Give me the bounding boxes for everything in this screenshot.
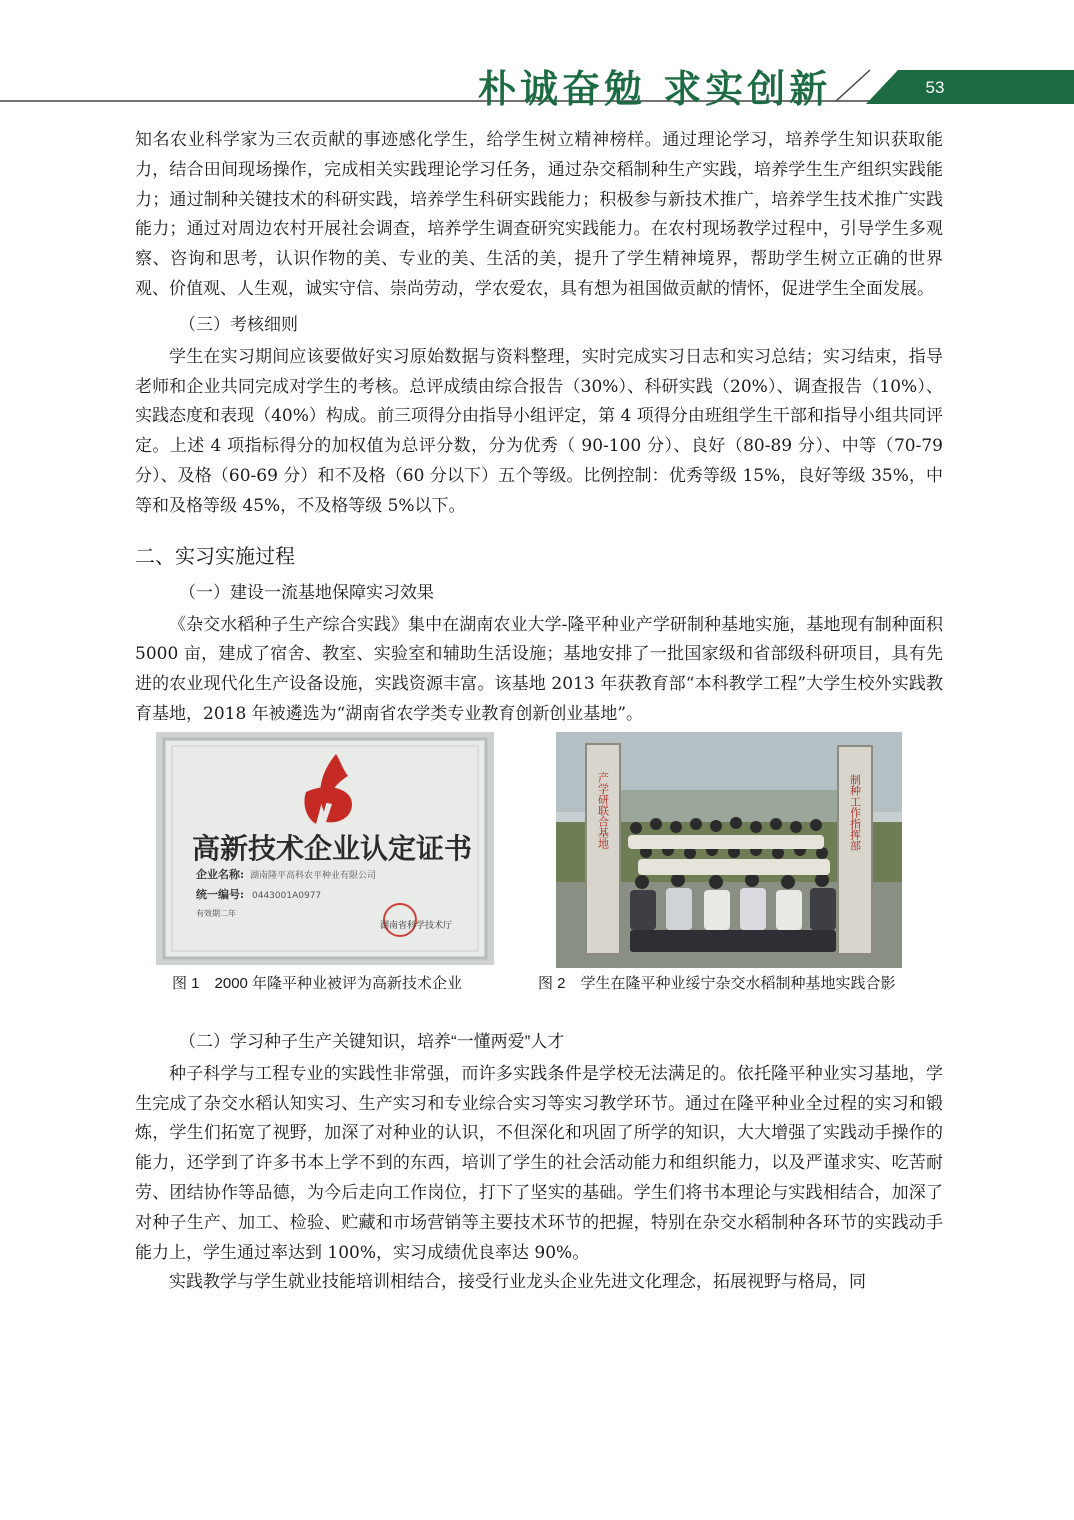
- heading-key-knowledge: （二）学习种子生产关键知识，培养“一懂两爱”人才: [179, 1031, 565, 1051]
- section-heading: 二、实习实施过程: [135, 545, 295, 568]
- paragraph-2: 学生在实习期间应该要做好实习原始数据与资料整理，实时完成实习日志和实习总结；实习结束，指导老师和企业共同完成对学生的考核。总评成绩由综合报告（30%）、科研实践（20%）、调查报告（10%）、实践态度和表现（40%）构成。前三项得分由指导小组评定，第 4 项得分由班组学生干部和指导小组共同评定。上述 4 项指标得分的加权值为总评分数，分为优秀（ 90-100 分）、良好（80-89 分）、中等（70-79 分）、及格（60-69 分）和不及格（60 分以下）五个等级。比例控制：优秀等级 15%，良好等级 35%，中等和及格等级 45%，不及格等级 5%以下。: [135, 346, 943, 516]
- figure-2-group-photo: [556, 732, 902, 968]
- figure-1-certificate-photo: [156, 732, 494, 965]
- heading-assessment-rules: （三）考核细则: [179, 314, 298, 334]
- svg-text:企业名称:: 企业名称:: [196, 867, 245, 881]
- paragraph-5: 实践教学与学生就业技能培训相结合，接受行业龙头企业先进文化理念，拓展视野与格局，同: [169, 1272, 866, 1293]
- svg-text:0443001A0977: 0443001A0977: [252, 890, 322, 901]
- svg-text:湖南隆平高科农平种业有限公司: 湖南隆平高科农平种业有限公司: [250, 870, 377, 881]
- page-number: 53: [925, 78, 945, 97]
- left-pillar-sign: 产学研联合基地: [596, 771, 610, 849]
- svg-text:湖南省科学技术厅: 湖南省科学技术厅: [380, 920, 453, 931]
- svg-text:统一编号:: 统一编号:: [196, 887, 245, 901]
- right-pillar-sign: 制种工作指挥部: [848, 773, 862, 851]
- figure-row: [135, 732, 943, 1022]
- figure-2-caption: 图 2 学生在隆平种业绥宁杂交水稻制种基地实践合影: [538, 974, 896, 992]
- page-header: [0, 0, 1074, 110]
- figure-1-caption: 图 1 2000 年隆平种业被评为高新技术企业: [172, 974, 463, 992]
- svg-text:有效期二年: 有效期二年: [196, 908, 236, 918]
- paragraph-3: 《杂交水稻种子生产综合实践》集中在湖南农业大学-隆平种业产学研制种基地实施，基地现有制种面积 5000 亩，建成了宿舍、教室、实验室和辅助生活设施；基地安排了一批国家级和省部级科研项目，具有先进的农业现代化生产设备设施，实践资源丰富。该基地 2013 年获教育部“本科教学工程”大学生校外实践教育基地，2018 年被遴选为“湖南省农学类专业教育创新创业基地”。: [135, 614, 943, 724]
- page-number-tab: [866, 70, 1074, 104]
- paragraph-4: 种子科学与工程专业的实践性非常强，而许多实践条件是学校无法满足的。依托隆平种业实习基地，学生完成了杂交水稻认知实习、生产实习和专业综合实习等实习教学环节。通过在隆平种业全过程的实习和锻炼，学生们拓宽了视野，加深了对种业的认识，不但深化和巩固了所学的知识，大大增强了实践动手操作的能力，还学到了许多书本上学不到的东西，培训了学生的社会活动能力和组织能力，以及严谨求实、吃苦耐劳、团结协作等品德，为今后走向工作岗位，打下了坚实的基础。学生们将书本理论与实践相结合，加深了对种子生产、加工、检验、贮藏和市场营销等主要技术环节的把握，特别在杂交水稻制种各环节的实践动手能力上，学生通过率达到 100%，实习成绩优良率达 90%。: [135, 1063, 943, 1263]
- paragraph-1: 知名农业科学家为三农贡献的事迹感化学生，给学生树立精神榜样。通过理论学习，培养学生知识获取能力，结合田间现场操作，完成相关实践理论学习任务，通过杂交稻制种生产实践，培养学生生产组织实践能力；通过制种关键技术的科研实践，培养学生科研实践能力；积极参与新技术推广，培养学生技术推广实践能力；通过对周边农村开展社会调查，培养学生调查研究实践能力。在农村现场教学过程中，引导学生多观察、咨询和思考，认识作物的美、专业的美、生活的美，提升了学生精神境界，帮助学生树立正确的世界观、价值观、人生观，诚实守信、崇尚劳动，学农爱农，具有想为祖国做贡献的情怀，促进学生全面发展。: [135, 130, 943, 299]
- page-content: [135, 126, 943, 1298]
- heading-base-construction: （一）建设一流基地保障实习效果: [179, 582, 434, 602]
- certificate-title: 高新技术企业认定证书: [192, 831, 473, 865]
- header-motto: 朴诚奋勉 求实创新: [478, 66, 832, 111]
